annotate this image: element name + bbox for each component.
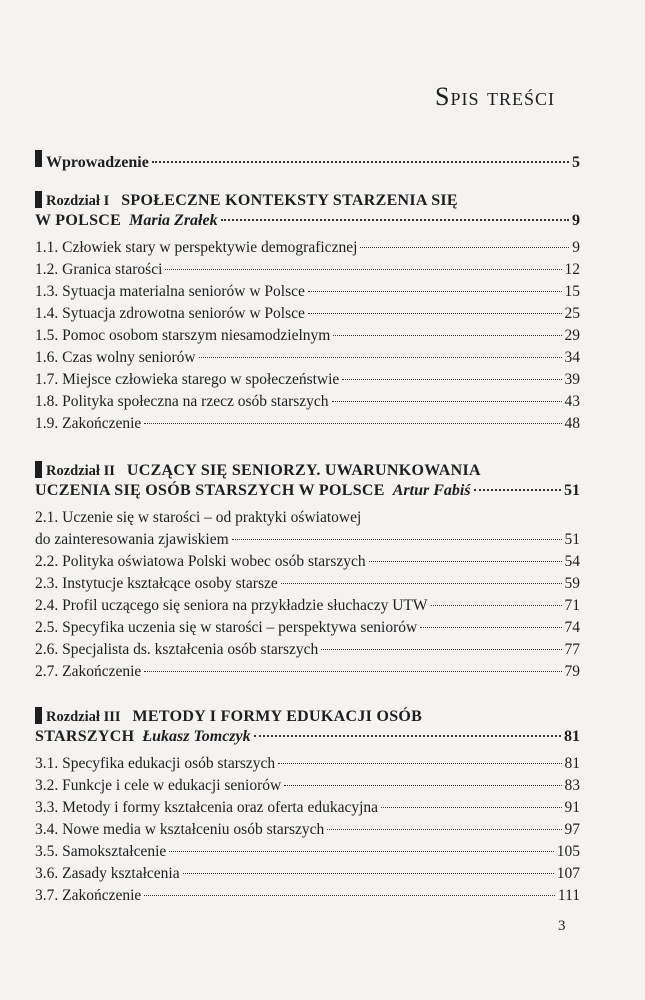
dot-leader <box>342 379 561 380</box>
section-page: 107 <box>556 865 580 882</box>
section-page: 51 <box>564 531 580 548</box>
toc-section-2-6[interactable] <box>35 639 580 661</box>
intro-entry[interactable] <box>35 150 580 173</box>
toc-section-3-1[interactable] <box>35 753 580 775</box>
dot-leader <box>232 539 562 540</box>
dot-leader <box>183 873 554 874</box>
chapter-3-number: Rozdział III <box>46 709 121 725</box>
chapter-3-sections <box>35 753 580 907</box>
toc-chapter-1 <box>35 191 580 435</box>
section-page: 29 <box>564 327 580 344</box>
chapter-3-title-line1: METODY I FORMY EDUKACJI OSÓB <box>132 708 423 725</box>
toc-section-1-8[interactable] <box>35 391 580 413</box>
section-page: 83 <box>564 777 580 794</box>
section-page: 48 <box>564 415 580 432</box>
chapter-marker-icon <box>35 461 42 478</box>
dot-leader <box>199 357 562 358</box>
toc-chapter-3 <box>35 707 580 907</box>
section-label: 2.6. Specjalista ds. kształcenia osób starszych <box>35 641 319 658</box>
section-label: 3.5. Samokształcenie <box>35 843 167 860</box>
section-page: 39 <box>564 371 580 388</box>
dot-leader <box>308 291 562 292</box>
dot-leader <box>327 829 561 830</box>
chapter-2-author: Artur Fabiś <box>392 482 471 499</box>
chapter-3-title-line2: STARSZYCH <box>35 728 135 745</box>
dot-leader <box>144 671 561 672</box>
chapter-1-heading[interactable] <box>35 191 580 211</box>
section-page: 79 <box>564 663 580 680</box>
section-label: do zainteresowania zjawiskiem <box>35 531 229 548</box>
toc-section-1-9[interactable] <box>35 413 580 435</box>
section-label: 1.2. Granica starości <box>35 261 163 278</box>
chapter-1-number: Rozdział I <box>46 193 110 209</box>
toc-section-1-2[interactable] <box>35 259 580 281</box>
toc-section-2-3[interactable] <box>35 573 580 595</box>
dot-leader <box>221 219 569 221</box>
chapter-2-heading[interactable] <box>35 461 580 481</box>
chapter-1-page: 9 <box>572 212 580 229</box>
toc-section-3-7[interactable] <box>35 885 580 907</box>
chapter-1-title-line2: W POLSCE <box>35 212 122 229</box>
section-page: 25 <box>564 305 580 322</box>
section-page: 15 <box>564 283 580 300</box>
chapter-1-title-line1: SPOŁECZNE KONTEKSTY STARZENIA SIĘ <box>121 192 458 209</box>
chapter-3-page: 81 <box>564 728 580 745</box>
toc-section-3-6[interactable] <box>35 863 580 885</box>
toc-section-1-6[interactable] <box>35 347 580 369</box>
toc-chapter-2 <box>35 461 580 683</box>
chapter-2-page: 51 <box>564 482 580 499</box>
section-page: 81 <box>564 755 580 772</box>
section-label: 1.7. Miejsce człowieka starego w społeczeństwie <box>35 371 340 388</box>
section-page: 71 <box>564 597 580 614</box>
chapter-3-author: Łukasz Tomczyk <box>142 728 251 745</box>
toc-section-3-2[interactable] <box>35 775 580 797</box>
dot-leader <box>152 161 569 163</box>
dot-leader <box>144 895 555 896</box>
chapter-1-sections <box>35 237 580 435</box>
section-page: 77 <box>564 641 580 658</box>
section-label: 1.5. Pomoc osobom starszym niesamodzielnym <box>35 327 331 344</box>
chapter-2-sections <box>35 507 580 683</box>
toc-section-2-1[interactable] <box>35 507 580 551</box>
section-label: 1.3. Sytuacja materialna seniorów w Polsce <box>35 283 305 300</box>
dot-leader <box>420 627 561 628</box>
section-page: 105 <box>556 843 580 860</box>
section-page: 34 <box>564 349 580 366</box>
toc-section-1-4[interactable] <box>35 303 580 325</box>
section-label: 2.5. Specyfika uczenia się w starości – perspektywa seniorów <box>35 619 418 636</box>
toc-section-3-4[interactable] <box>35 819 580 841</box>
section-label: 3.2. Funkcje i cele w edukacji seniorów <box>35 777 282 794</box>
toc-section-3-3[interactable] <box>35 797 580 819</box>
section-label: 2.7. Zakończenie <box>35 663 142 680</box>
section-page: 12 <box>564 261 580 278</box>
dot-leader <box>308 313 562 314</box>
section-page: 74 <box>564 619 580 636</box>
section-page: 97 <box>564 821 580 838</box>
section-label: 1.9. Zakończenie <box>35 415 142 432</box>
dot-leader <box>254 735 561 737</box>
section-label: 1.6. Czas wolny seniorów <box>35 349 196 366</box>
toc-section-2-2[interactable] <box>35 551 580 573</box>
section-label: 3.3. Metody i formy kształcenia oraz oferta edukacyjna <box>35 799 379 816</box>
dot-leader <box>284 785 561 786</box>
toc-section-1-1[interactable] <box>35 237 580 259</box>
toc-section-1-3[interactable] <box>35 281 580 303</box>
chapter-2-title-line1: UCZĄCY SIĘ SENIORZY. UWARUNKOWANIA <box>126 462 481 479</box>
section-page: 91 <box>564 799 580 816</box>
section-label: 3.4. Nowe media w kształceniu osób starszych <box>35 821 325 838</box>
dot-leader <box>360 247 569 248</box>
chapter-3-heading[interactable] <box>35 707 580 727</box>
chapter-2-heading-line2[interactable] <box>35 481 580 501</box>
chapter-1-heading-line2[interactable] <box>35 211 580 231</box>
chapter-marker-icon <box>35 707 42 724</box>
dot-leader <box>278 763 561 764</box>
section-page: 54 <box>564 553 580 570</box>
chapter-1-author: Maria Zrałek <box>129 212 218 229</box>
toc-section-2-7[interactable] <box>35 661 580 683</box>
chapter-2-number: Rozdział II <box>46 463 115 479</box>
section-label: 2.3. Instytucje kształcące osoby starsze <box>35 575 278 592</box>
toc-section-2-5[interactable] <box>35 617 580 639</box>
dot-leader <box>321 649 561 650</box>
section-page: 59 <box>564 575 580 592</box>
table-of-contents <box>35 150 580 917</box>
toc-section-3-5[interactable] <box>35 841 580 863</box>
section-label: 2.2. Polityka oświatowa Polski wobec osób starszych <box>35 553 366 570</box>
dot-leader <box>144 423 561 424</box>
dot-leader <box>381 807 561 808</box>
intro-label: Wprowadzenie <box>46 154 149 171</box>
section-label: 1.4. Sytuacja zdrowotna seniorów w Polsce <box>35 305 305 322</box>
section-label: 2.4. Profil uczącego się seniora na przykładzie słuchaczy UTW <box>35 597 428 614</box>
chapter-marker-icon <box>35 150 42 167</box>
dot-leader <box>281 583 562 584</box>
section-page: 43 <box>564 393 580 410</box>
chapter-marker-icon <box>35 191 42 208</box>
section-label: 3.6. Zasady kształcenia <box>35 865 180 882</box>
section-label: 1.1. Człowiek stary w perspektywie demograficznej <box>35 239 358 256</box>
toc-section-1-7[interactable] <box>35 369 580 391</box>
toc-section-2-4[interactable] <box>35 595 580 617</box>
dot-leader <box>369 561 562 562</box>
page-title: Spis treści <box>435 82 555 111</box>
section-label: 3.1. Specyfika edukacji osób starszych <box>35 755 276 772</box>
section-page: 9 <box>572 239 580 256</box>
section-label: 3.7. Zakończenie <box>35 887 142 904</box>
intro-page: 5 <box>572 154 580 171</box>
dot-leader <box>165 269 561 270</box>
dot-leader <box>333 335 561 336</box>
section-page: 111 <box>557 887 580 904</box>
dot-leader <box>431 605 562 606</box>
page-number: 3 <box>558 918 566 934</box>
toc-intro <box>35 150 580 173</box>
chapter-2-title-line2: UCZENIA SIĘ OSÓB STARSZYCH W POLSCE <box>35 482 385 499</box>
section-label: 1.8. Polityka społeczna na rzecz osób starszych <box>35 393 329 410</box>
dot-leader <box>474 489 561 491</box>
section-label-line1: 2.1. Uczenie się w starości – od praktyki oświatowej <box>35 509 362 526</box>
chapter-3-heading-line2[interactable] <box>35 727 580 747</box>
toc-section-1-5[interactable] <box>35 325 580 347</box>
dot-leader <box>332 401 562 402</box>
dot-leader <box>169 851 553 852</box>
